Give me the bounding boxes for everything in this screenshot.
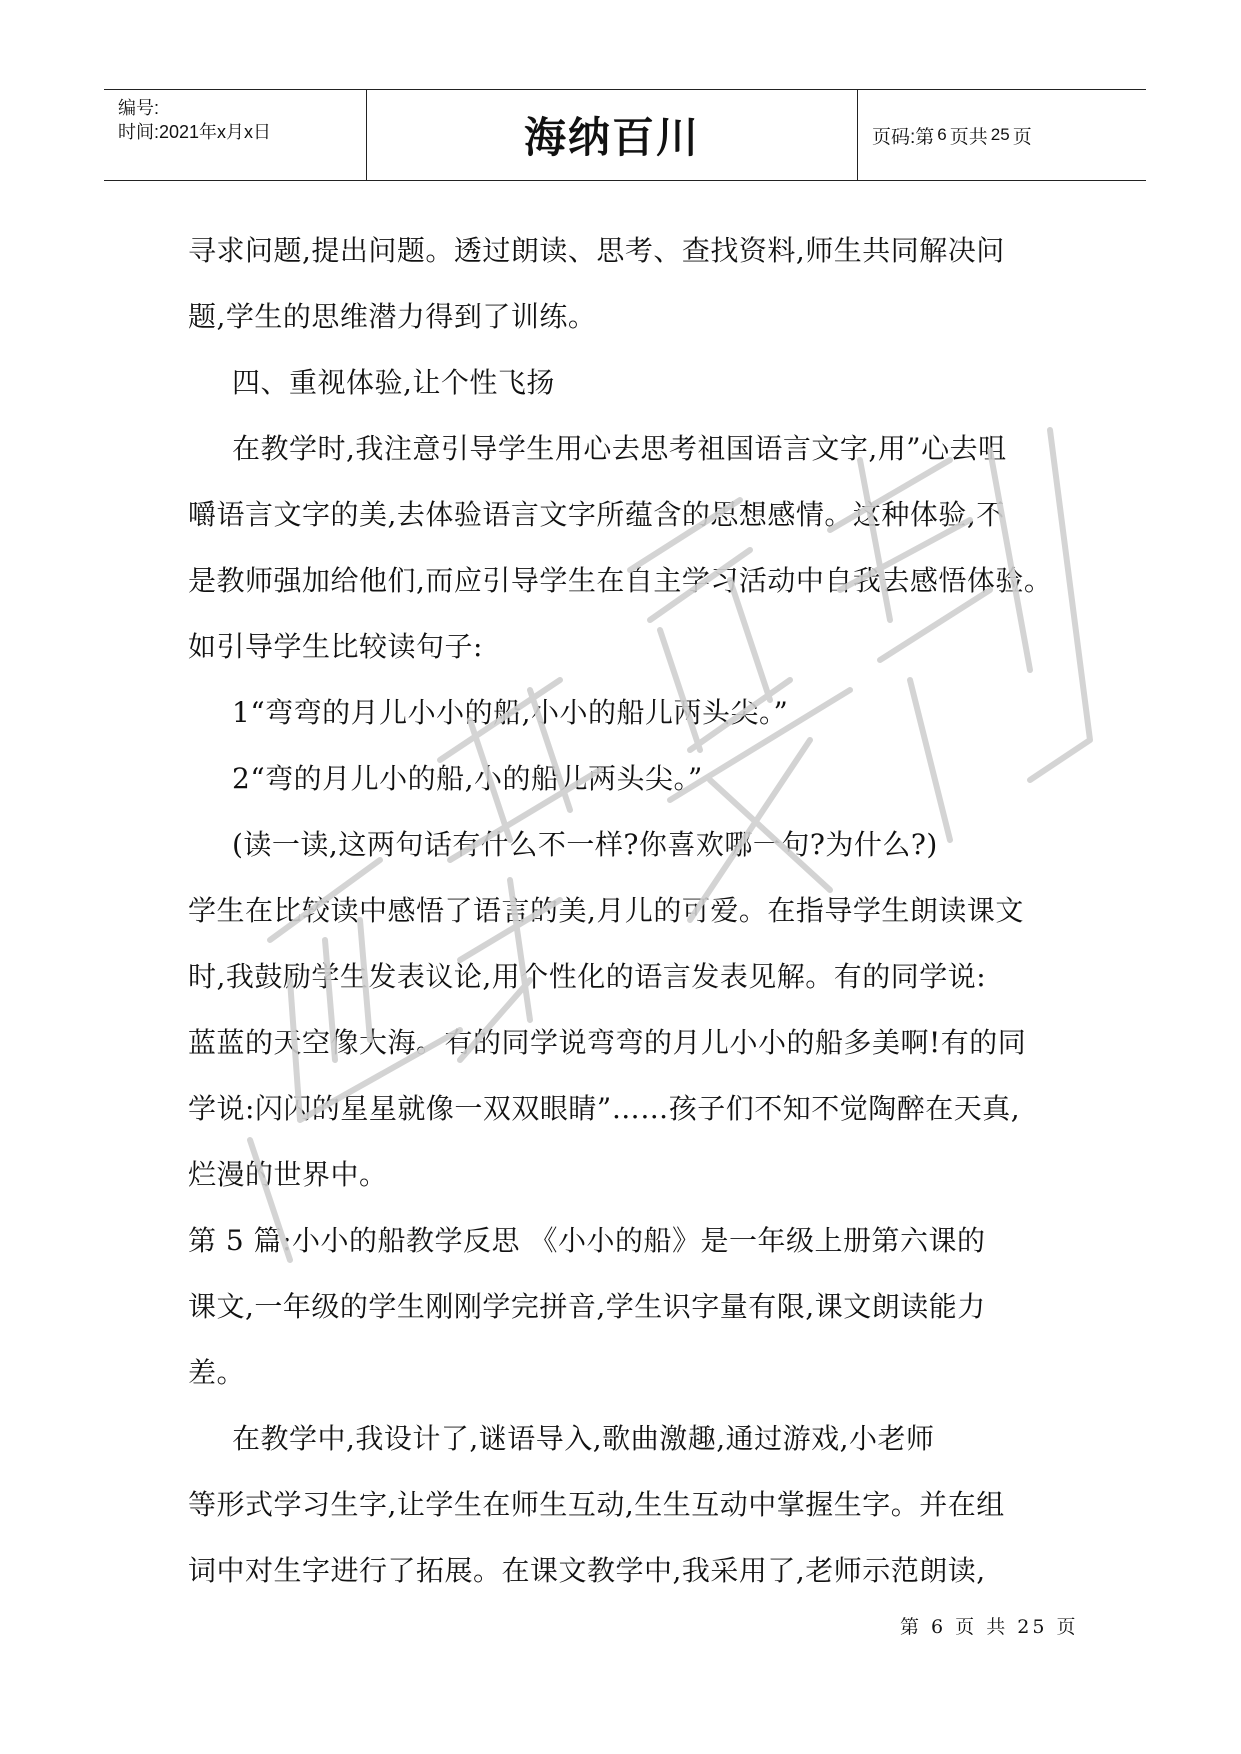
text-line: 课文,一年级的学生刚刚学完拼音,学生识字量有限,课文朗读能力	[188, 1290, 986, 1323]
text-line: (读一读,这两句话有什么不一样?你喜欢哪一句?为什么?)	[232, 828, 938, 861]
article-heading-line: 第 5 篇:小小的船教学反思 《小小的船》是一年级上册第六课的	[188, 1224, 986, 1257]
text-line: 蓝蓝的天空像大海。有的同学说弯弯的月儿小小的船多美啊!有的同	[188, 1026, 1027, 1059]
header-title: 海纳百川	[367, 90, 858, 180]
page-current: 6	[937, 125, 947, 144]
body-text	[188, 218, 1058, 1604]
time-label: 时间:2021年x月x日	[118, 122, 272, 142]
text-line: 是教师强加给他们,而应引导学生在自主学习活动中自我去感悟体验。	[188, 564, 1053, 597]
text-line: 差。	[188, 1356, 246, 1389]
text-line: 学说:闪闪的星星就像一双双眼睛”……孩子们不知不觉陶醉在天真,	[188, 1092, 1021, 1125]
text-line: 烂漫的世界中。	[188, 1158, 388, 1191]
example-sentence-2: 2“弯的月儿小的船,小的船儿两头尖。”	[232, 762, 703, 795]
text-line: 嚼语言文字的美,去体验语言文字所蕴含的思想感情。这种体验,不	[188, 498, 1005, 531]
text-line: 如引导学生比较读句子:	[188, 630, 483, 663]
header-meta-cell	[104, 90, 367, 180]
text-line: 学生在比较读中感悟了语言的美,月儿的可爱。在指导学生朗读课文	[188, 894, 1024, 927]
text-line: 时,我鼓励学生发表议论,用个性化的语言发表见解。有的同学说:	[188, 960, 987, 993]
text-line: 题,学生的思维潜力得到了训练。	[188, 300, 597, 333]
text-line: 寻求问题,提出问题。透过朗读、思考、查找资料,师生共同解决问	[188, 234, 1005, 267]
page-footer: 第 6 页 共 25 页	[900, 1616, 1079, 1638]
text-line: 词中对生字进行了拓展。在课文教学中,我采用了,老师示范朗读,	[188, 1554, 986, 1587]
example-sentence-1: 1“弯弯的月儿小小的船,小小的船儿两头尖。”	[232, 696, 789, 729]
page-total: 25	[990, 125, 1010, 144]
header-table	[104, 89, 1146, 181]
text-line: 在教学中,我设计了,谜语导入,歌曲激趣,通过游戏,小老师	[232, 1422, 935, 1455]
text-line: 在教学时,我注意引导学生用心去思考祖国语言文字,用”心去咀	[232, 432, 1007, 465]
header-page-number: 页码:第 6 页共 25 页	[872, 125, 1032, 148]
text-line: 等形式学习生字,让学生在师生互动,生生互动中掌握生字。并在组	[188, 1488, 1005, 1521]
serial-number-label: 编号:	[118, 98, 160, 118]
section-heading: 四、重视体验,让个性飞扬	[232, 366, 555, 399]
